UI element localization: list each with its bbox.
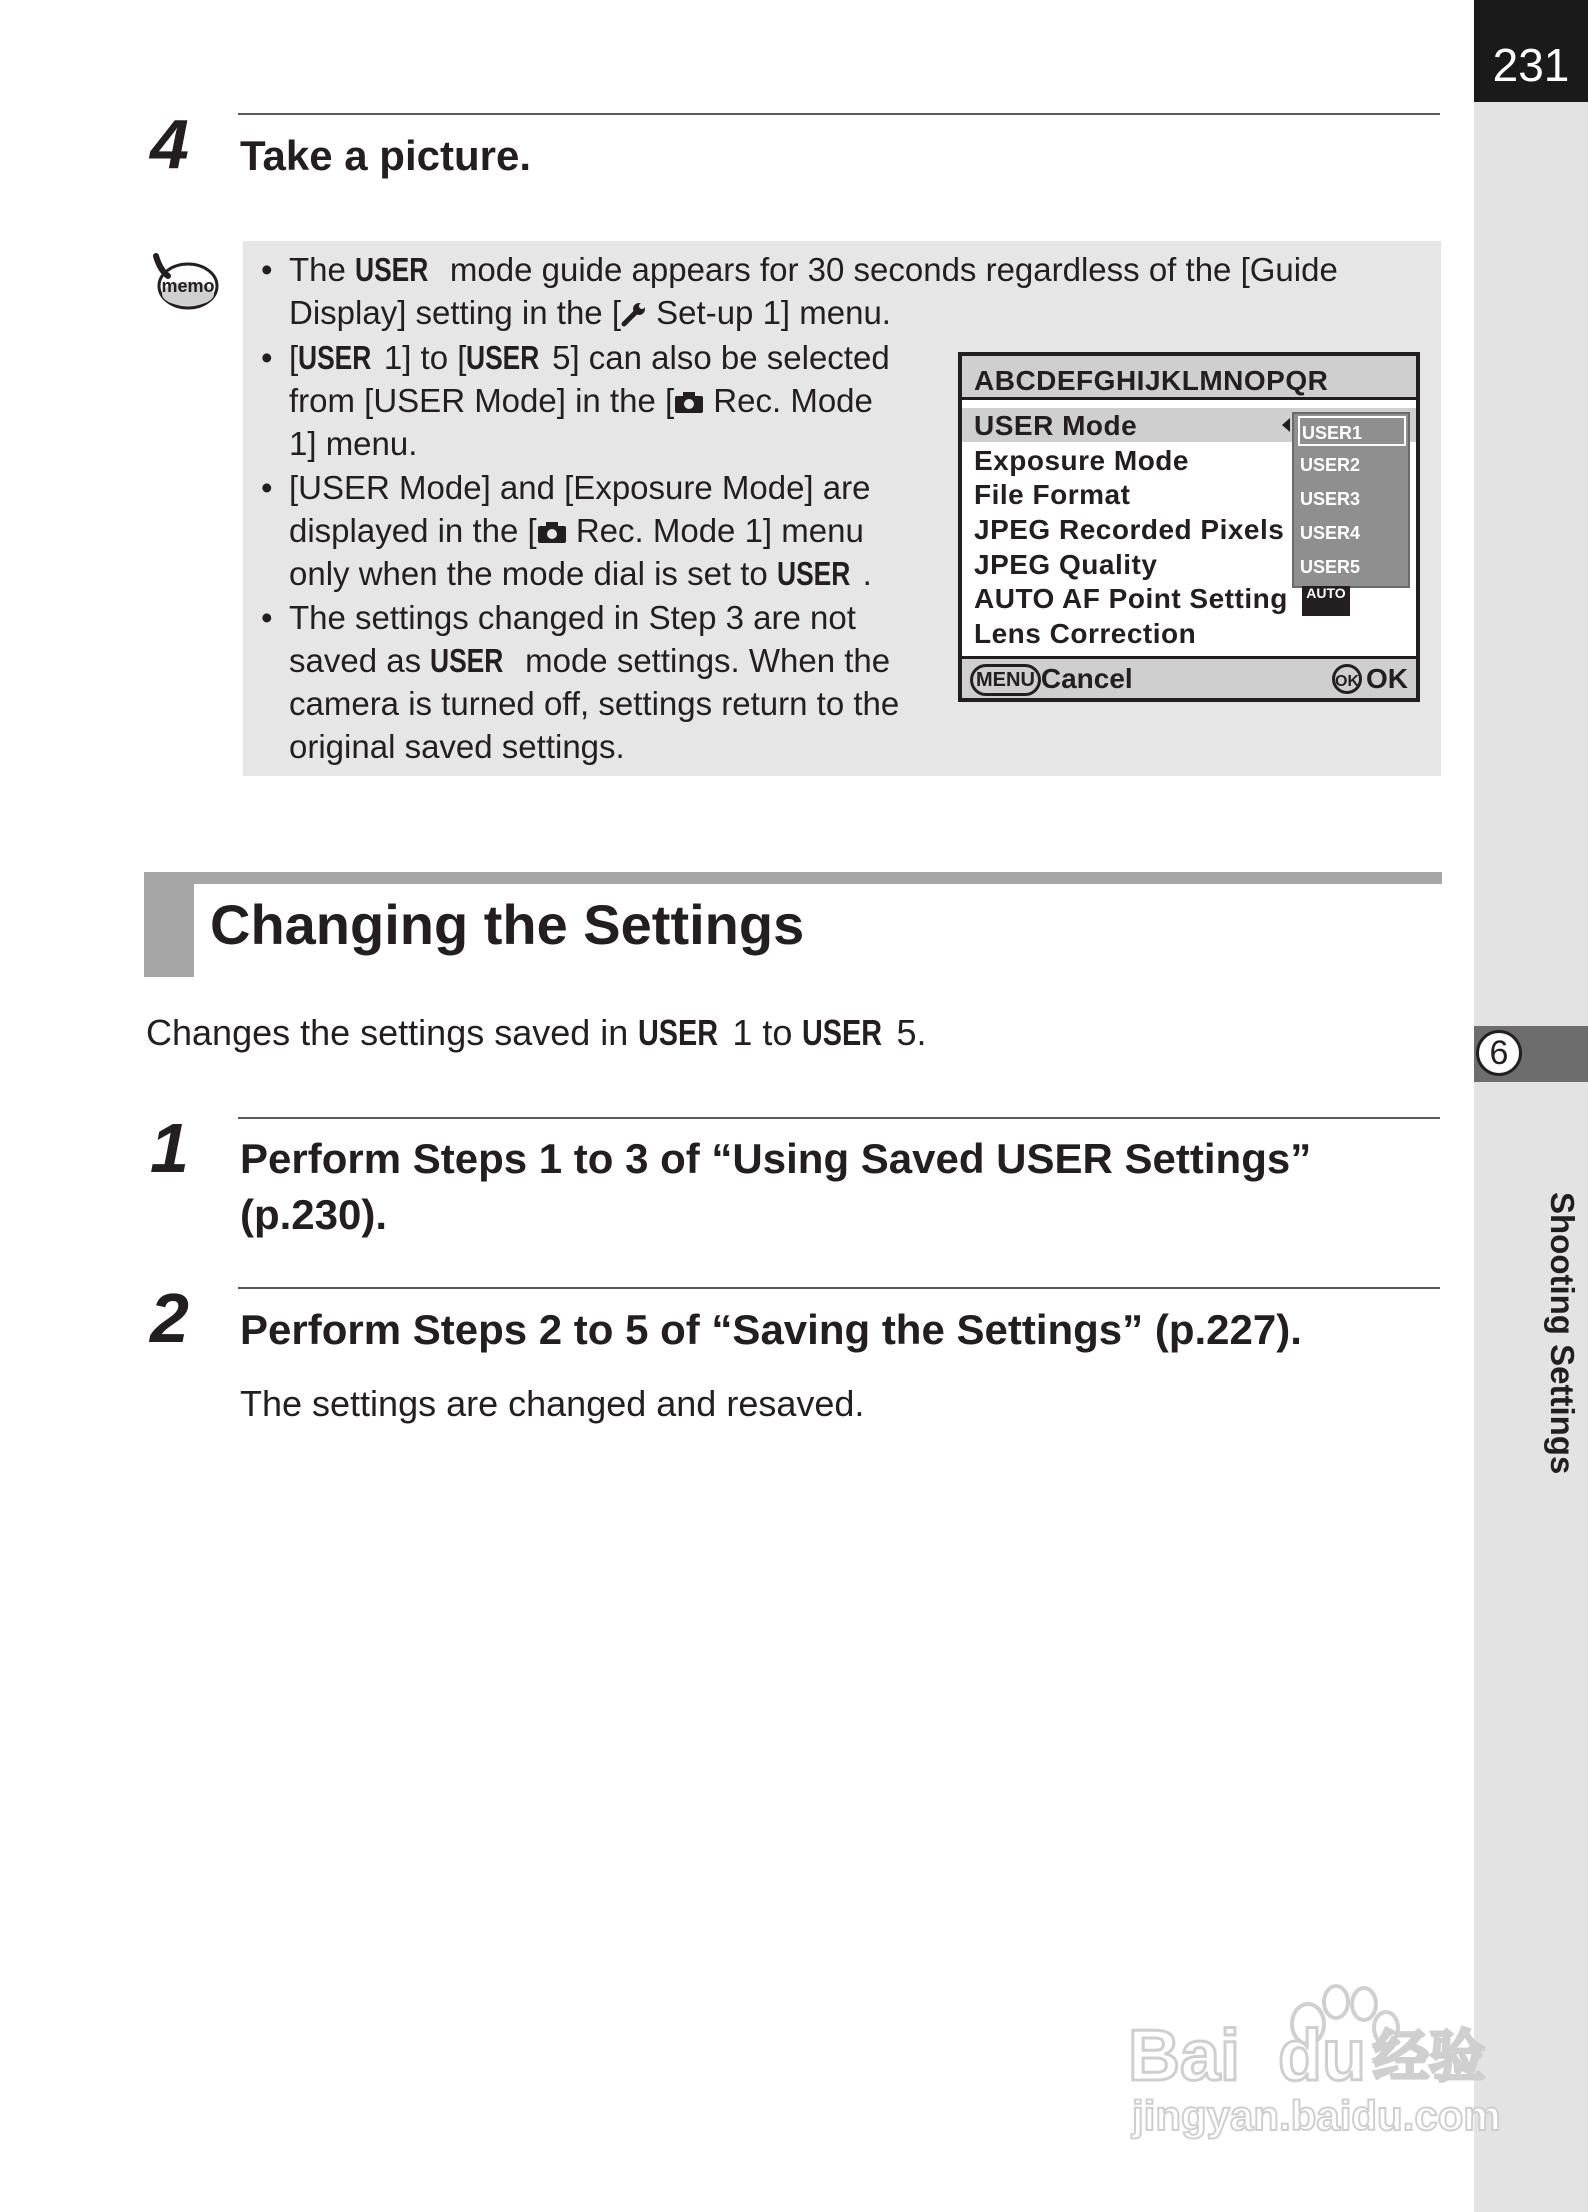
chapter-number: 6 <box>1476 1030 1522 1076</box>
step-title: Perform Steps 1 to 3 of “Using Saved USER Settings” (p.230). <box>240 1135 1312 1238</box>
camera-icon <box>537 512 567 549</box>
section-header-bar <box>144 872 1442 884</box>
menu-item[interactable]: JPEG Quality <box>974 549 1158 580</box>
step-divider <box>238 1117 1440 1119</box>
memo-icon <box>150 250 220 316</box>
section-intro: Changes the settings saved in USER 1 to USER 5. <box>146 1010 926 1056</box>
dropdown-option-selected[interactable]: USER1 <box>1298 416 1406 446</box>
wrench-icon <box>621 294 647 331</box>
chapter-title: Shooting Settings <box>1544 1192 1581 1475</box>
dropdown-option[interactable]: USER2 <box>1300 455 1361 475</box>
step-title: Perform Steps 2 to 5 of “Saving the Settings” (p.227). <box>240 1306 1302 1353</box>
step-divider <box>238 113 1440 115</box>
step-divider <box>238 1287 1440 1289</box>
user-mode-icon: USER <box>776 555 851 592</box>
camera-menu-screen <box>958 352 1420 702</box>
watermark-url: jingyan.baidu.com <box>1132 2092 1501 2139</box>
dropdown-option[interactable]: USER4 <box>1300 523 1361 543</box>
step-number: 1 <box>150 1109 187 1187</box>
user-mode-icon: USER <box>298 339 372 376</box>
step-title: Take a picture. <box>240 132 532 179</box>
ok-button-icon: OK <box>1332 664 1362 694</box>
auto-af-badge: AUTO <box>1302 586 1350 616</box>
step-number: 4 <box>150 105 187 183</box>
user-mode-dropdown <box>1292 412 1410 588</box>
menu-item[interactable]: File Format <box>974 479 1131 510</box>
user-mode-icon: USER <box>430 642 504 679</box>
menu-item[interactable]: USER Mode <box>974 410 1138 441</box>
step-number: 2 <box>150 1279 187 1357</box>
menu-item[interactable]: AUTO AF Point Setting <box>974 583 1288 614</box>
section-header-block <box>144 872 194 977</box>
menu-item[interactable]: Lens Correction <box>974 618 1197 649</box>
dropdown-option[interactable]: USER3 <box>1300 489 1361 509</box>
ok-label[interactable]: OK <box>1366 663 1408 694</box>
watermark-brand2: du <box>1278 2016 1366 2096</box>
memo-bullet: • The USER mode guide appears for 30 seconds regardless of the [Guide Display] setting in the [ Set-up 1] menu. <box>289 248 1419 334</box>
page-number: 231 <box>1492 39 1570 91</box>
step-body: The settings are changed and resaved. <box>240 1383 865 1424</box>
memo-bullet: • [USER 1] to [USER 5] can also be selected from [USER Mode] in the [ Rec. Mode 1] menu. <box>289 336 929 465</box>
camera-icon <box>674 382 704 419</box>
memo-bullet: • The settings changed in Step 3 are not saved as USER mode settings. When the camera is turned off, settings return to the original saved settings. <box>261 599 900 765</box>
menu-item[interactable]: JPEG Recorded Pixels <box>974 514 1285 545</box>
user-mode-icon: USER <box>355 251 429 288</box>
menu-footer <box>962 656 1416 698</box>
menu-button-icon: MENU <box>970 664 1041 696</box>
menu-header: ABCDEFGHIJKLMNOPQR <box>962 356 1416 400</box>
user-mode-icon: USER <box>802 1012 883 1053</box>
left-arrow-icon <box>1282 418 1290 432</box>
cancel-label[interactable]: Cancel <box>1040 663 1133 694</box>
watermark-cn: 经验 <box>1373 2025 1485 2090</box>
user-mode-icon: USER <box>638 1012 719 1053</box>
memo-icon-label: memo <box>161 276 215 296</box>
watermark-brand: Bai <box>1128 2016 1241 2096</box>
user-mode-icon: USER <box>466 339 540 376</box>
section-title: Changing the Settings <box>210 893 805 956</box>
baidu-watermark <box>1128 1972 1508 2152</box>
chapter-sidebar <box>1474 0 1588 2212</box>
memo-bullet: • [USER Mode] and [Exposure Mode] are displayed in the [ Rec. Mode 1] menu only when the mode dial is set to USER . <box>289 466 949 595</box>
menu-item[interactable]: Exposure Mode <box>974 445 1189 476</box>
dropdown-option[interactable]: USER5 <box>1300 557 1361 577</box>
